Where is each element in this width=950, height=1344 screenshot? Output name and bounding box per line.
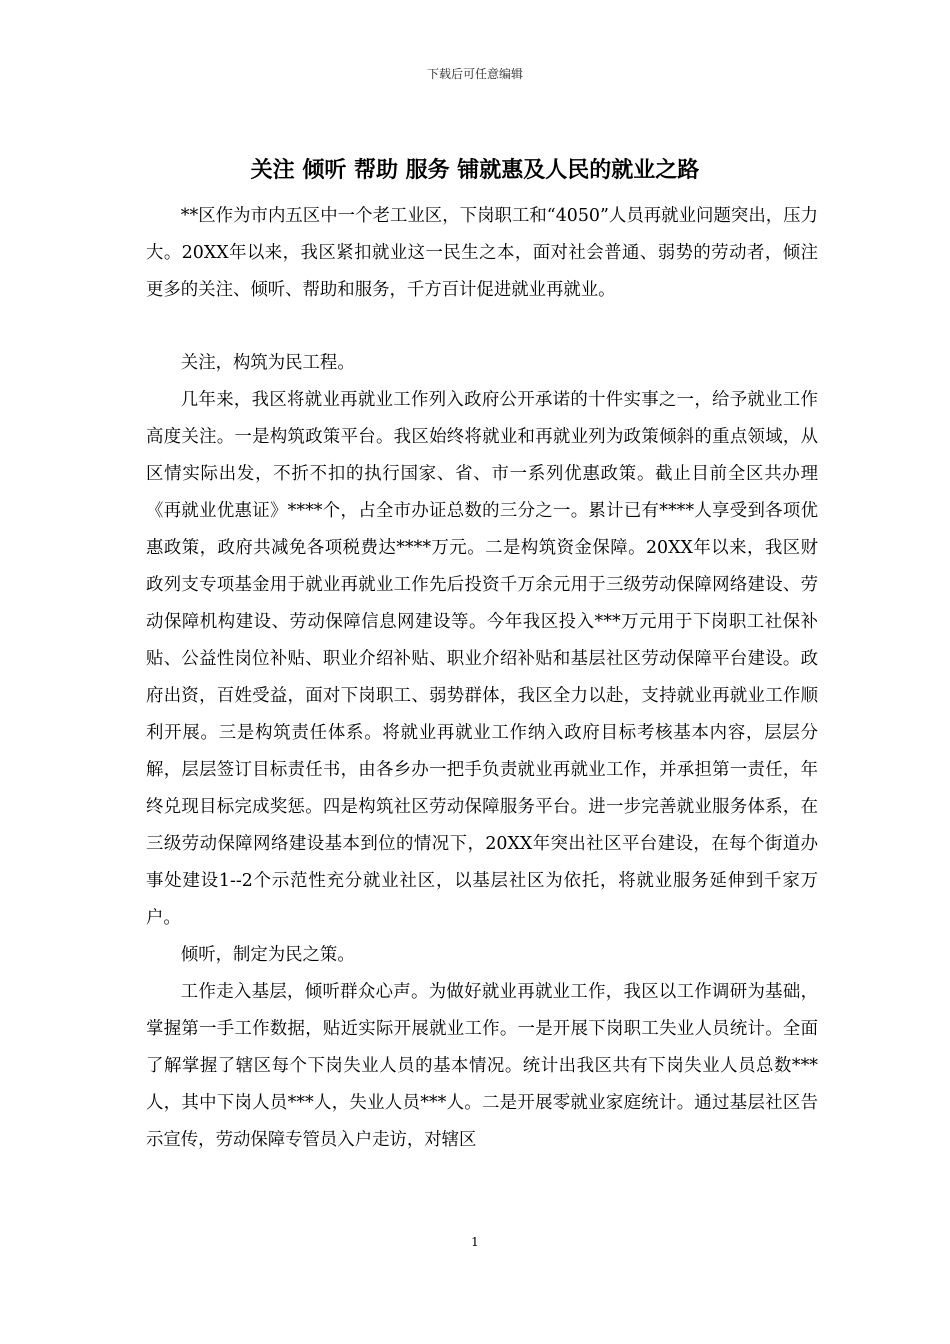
attention-paragraph: 几年来，我区将就业再就业工作列入政府公开承诺的十件实事之一，给予就业工作高度关注。一是构筑政策平台。我区始终将就业和再就业列为政策倾斜的重点领域，从区情实际出发，不折不扣的执行国家、省、市一系列优惠政策。截止目前全区共办理《再就业优惠证》****个，占全市办证总数的三分之一。累计已有****人享受到各项优惠政策，政府共减免各项税费达****万元。二是构筑资金保障。20XX年以来，我区财政列支专项基金用于就业再就业工作先后投资千万余元用于三级劳动保障网络建设、劳动保障机构建设、劳动保障信息网建设等。今年我区投入***万元用于下岗职工社保补贴、公益性岗位补贴、职业介绍补贴、职业介绍补贴和基层社区劳动保障平台建设。政府出资，百姓受益，面对下岗职工、弱势群体，我区全力以赴，支持就业再就业工作顺利开展。三是构筑责任体系。将就业再就业工作纳入政府目标考核基本内容，层层分解，层层签订目标责任书，由各乡办一把手负责就业再就业工作，并承担第一责任，年终兑现目标完成奖惩。四是构筑社区劳动保障服务平台。进一步完善就业服务体系，在三级劳动保障网络建设基本到位的情况下，20XX年突出社区平台建设，在每个街道办事处建设1--2个示范性充分就业社区，以基层社区为依托，将就业服务延伸到千家万户。 bbox=[146, 390, 818, 928]
listening-paragraph: 工作走入基层，倾听群众心声。为做好就业再就业工作，我区以工作调研为基础，掌握第一手工作数据，贴近实际开展就业工作。一是开展下岗职工失业人员统计。全面了解掌握了辖区每个下岗失业人员的基本情况。统计出我区共有下岗失业人员总数***人，其中下岗人员***人，失业人员***人。二是开展零就业家庭统计。通过基层社区告示宣传，劳动保障专管员入户走访，对辖区 bbox=[146, 982, 818, 1150]
document-body bbox=[146, 198, 818, 1159]
page-number: 1 bbox=[471, 1235, 479, 1249]
document-title: 关注 倾听 帮助 服务 铺就惠及人民的就业之路 bbox=[250, 157, 700, 183]
intro-paragraph: **区作为市内五区中一个老工业区，下岗职工和“4050”人员再就业问题突出，压力大。20XX年以来，我区紧扣就业这一民生之本，面对社会普通、弱势的劳动者，倾注更多的关注、倾听、帮助和服务，千方百计促进就业再就业。 bbox=[146, 206, 818, 300]
paragraph-spacer bbox=[146, 309, 818, 345]
section-heading-attention: 关注，构筑为民工程。 bbox=[180, 353, 355, 373]
section-heading-listening: 倾听，制定为民之策。 bbox=[180, 945, 355, 965]
page-header-note: 下载后可任意编辑 bbox=[426, 67, 523, 81]
